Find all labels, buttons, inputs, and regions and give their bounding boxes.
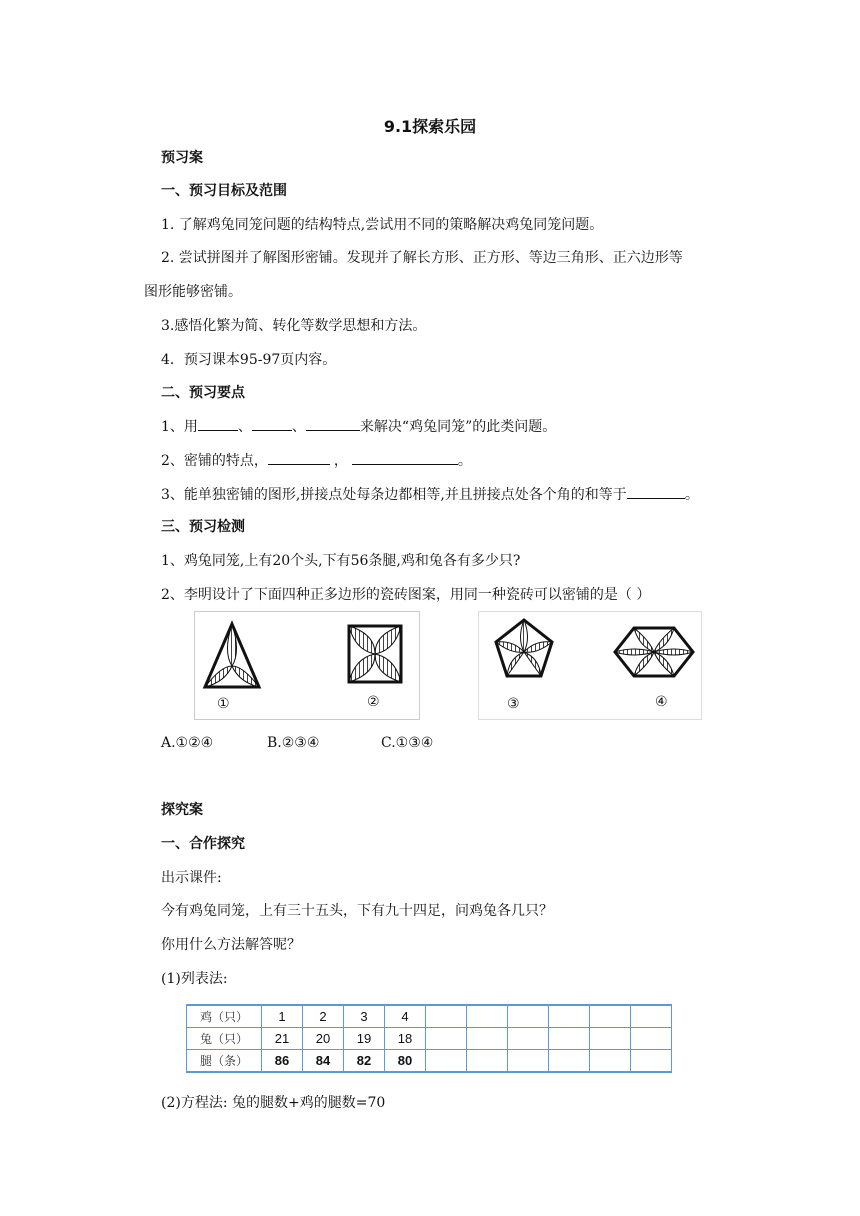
table-cell	[426, 1028, 467, 1050]
row-header: 腿（条）	[187, 1050, 262, 1073]
option-b[interactable]: B.②③④	[267, 735, 320, 751]
table-cell	[590, 1005, 631, 1028]
table-cell	[590, 1050, 631, 1073]
figure-label-1: ①	[217, 696, 230, 712]
keypoint-2-end: 。	[457, 453, 472, 469]
table-cell	[549, 1005, 590, 1028]
preview-heading: 预习案	[161, 150, 203, 166]
table-cell: 1	[262, 1005, 303, 1028]
table-row-legs	[187, 1050, 672, 1073]
pentagon-tile-icon	[496, 620, 552, 676]
check-question-2: 2、李明设计了下面四种正多边形的瓷砖图案，用同一种瓷砖可以密铺的是（ ）	[161, 587, 651, 603]
hexagon-tile-icon	[615, 628, 693, 676]
goal-item-3: 3.感悟化繁为简、转化等数学思想和方法。	[161, 318, 427, 334]
goal-item-1: 1. 了解鸡兔同笼问题的结构特点,尝试用不同的策略解决鸡兔同笼问题。	[161, 217, 604, 233]
tile-figure-group-right	[478, 611, 702, 720]
fill-blank[interactable]	[198, 416, 238, 431]
fill-blank[interactable]	[352, 450, 458, 465]
table-cell: 80	[385, 1050, 426, 1073]
table-cell	[631, 1028, 672, 1050]
equation-method: (2)方程法: 兔的腿数+鸡的腿数=70	[161, 1095, 386, 1111]
fill-blank[interactable]	[306, 416, 360, 431]
keypoint-2-text: 2、密铺的特点，	[161, 453, 268, 469]
table-cell	[467, 1050, 508, 1073]
table-cell	[508, 1050, 549, 1073]
keypoint-2-sep: ，	[333, 453, 348, 469]
table-cell	[426, 1050, 467, 1073]
table-cell: 82	[344, 1050, 385, 1073]
table-cell	[590, 1028, 631, 1050]
page-title: 9.1探索乐园	[383, 117, 477, 136]
table-cell	[549, 1028, 590, 1050]
table-cell: 21	[262, 1028, 303, 1050]
chicken-rabbit-table	[186, 1004, 672, 1073]
keypoint-1-sep-2: 、	[291, 419, 306, 435]
figure-label-4: ④	[655, 694, 668, 710]
table-cell	[631, 1005, 672, 1028]
keypoint-2	[161, 450, 472, 471]
table-row-chicken	[187, 1005, 672, 1028]
explore-line-2: 今有鸡兔同笼，上有三十五头，下有九十四足，问鸡兔各几只？	[161, 903, 553, 919]
section-cooperate-heading: 一、合作探究	[161, 836, 245, 852]
keypoint-3-end: 。	[684, 487, 699, 503]
table-cell: 4	[385, 1005, 426, 1028]
figure-label-2: ②	[367, 694, 380, 710]
tile-figure-group-left	[194, 611, 420, 720]
goal-item-2: 2. 尝试拼图并了解图形密铺。发现并了解长方形、正方形、等边三角形、正六边形等	[161, 250, 683, 266]
table-cell	[631, 1050, 672, 1073]
fill-blank[interactable]	[252, 416, 292, 431]
table-cell: 18	[385, 1028, 426, 1050]
goal-item-4: 4．预习课本95-97页内容。	[161, 352, 337, 368]
keypoint-3-text: 3、能单独密铺的图形,拼接点处每条边都相等,并且拼接点处各个角的和等于	[161, 487, 627, 503]
keypoint-3	[161, 484, 699, 505]
keypoint-1-sep-1: 、	[237, 419, 252, 435]
table-cell	[508, 1005, 549, 1028]
row-header: 鸡（只）	[187, 1005, 262, 1028]
table-cell	[467, 1028, 508, 1050]
keypoint-1	[161, 416, 556, 437]
triangle-tile-icon	[205, 624, 259, 687]
row-header: 兔（只）	[187, 1028, 262, 1050]
fill-blank[interactable]	[268, 450, 330, 465]
square-tile-icon	[349, 626, 401, 682]
section-goals-heading: 一、预习目标及范围	[161, 183, 287, 199]
figure-label-3: ③	[507, 696, 520, 712]
table-cell: 2	[303, 1005, 344, 1028]
fill-blank[interactable]	[627, 484, 685, 499]
table-cell	[426, 1005, 467, 1028]
table-cell: 19	[344, 1028, 385, 1050]
keypoint-1-text-a: 1、用	[161, 419, 198, 435]
option-c[interactable]: C.①③④	[381, 735, 434, 751]
keypoint-1-text-b: 来解决“鸡兔同笼”的此类问题。	[359, 419, 557, 435]
table-cell	[508, 1028, 549, 1050]
table-cell: 3	[344, 1005, 385, 1028]
explore-line-3: 你用什么方法解答呢？	[161, 937, 301, 953]
section-check-heading: 三、预习检测	[161, 519, 245, 535]
table-cell: 86	[262, 1050, 303, 1073]
table-cell: 20	[303, 1028, 344, 1050]
table-cell	[467, 1005, 508, 1028]
goal-item-2-cont: 图形能够密铺。	[144, 284, 242, 300]
table-row-rabbit	[187, 1028, 672, 1050]
explore-line-1: 出示课件:	[161, 870, 222, 886]
table-cell	[549, 1050, 590, 1073]
option-a[interactable]: A.①②④	[161, 735, 214, 751]
check-question-1: 1、鸡兔同笼,上有20个头,下有56条腿,鸡和兔各有多少只?	[161, 553, 521, 569]
section-keypoints-heading: 二、预习要点	[161, 385, 245, 401]
explore-heading: 探究案	[161, 802, 203, 818]
table-cell: 84	[303, 1050, 344, 1073]
explore-line-4: (1)列表法:	[161, 971, 228, 987]
